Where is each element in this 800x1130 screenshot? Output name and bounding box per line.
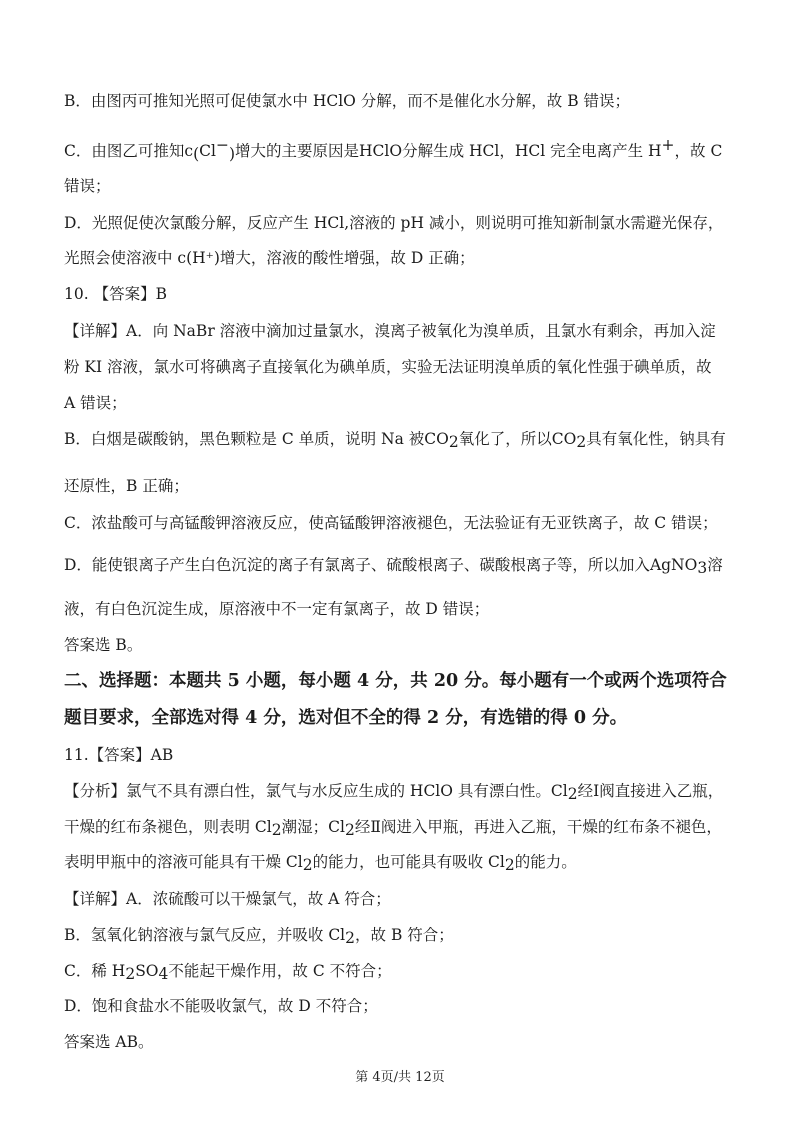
text-line: 还原性，B 正确；: [64, 477, 189, 495]
text-line: B．白烟是碳酸钠，黑色颗粒是 C 单质，说明 Na 被$CO_2$氧化了，所以$CO_2$具有氧化性，钠具有: [64, 430, 726, 451]
text-line: 错误；: [64, 177, 111, 195]
text-line: C．由图乙可推知c(Cl−)增大的主要原因是HClO分解生成 HCl，HCl 完全电离产生 H+，故 C: [64, 136, 723, 163]
text-line: 光照会使溶液中 c(H⁺)增大，溶液的酸性增强，故 D 正确；: [64, 249, 475, 267]
text-line: A 错误；: [64, 394, 127, 412]
text-line: 表明甲瓶中的溶液可能具有干燥 $Cl_2$的能力，也可能具有吸收 $Cl_2$的能力。: [64, 853, 577, 874]
page-footer: 第 4页/共 12页: [355, 1070, 445, 1085]
text-line: 答案选 B。: [64, 636, 143, 654]
text-line: D．能使银离子产生白色沉淀的离子有氯离子、硫酸根离子、碳酸根离子等，所以加入AgNO$_3$溶: [64, 556, 723, 577]
text-line: 【分析】氯气不具有漂白性，氯气与水反应生成的 HClO 具有漂白性。$Cl_2$经Ⅰ阀直接进入乙瓶，: [64, 782, 724, 803]
text-line: C．稀 $H_2SO_4$不能起干燥作用，故 C 不符合；: [64, 962, 392, 983]
text-line: 答案选 AB。: [64, 1033, 154, 1051]
text-line: C．浓盐酸可与高锰酸钾溶液反应，使高锰酸钾溶液褪色，无法验证有无亚铁离子，故 C 错误；: [64, 514, 718, 532]
answer-heading: 11.【答案】AB: [64, 746, 174, 764]
section-heading: 二、选择题：本题共 5 小题，每小题 4 分，共 20 分。每小题有一个或两个选项符合: [64, 671, 727, 691]
text-line: D．光照促使次氯酸分解，反应产生 HCl,溶液的 pH 减小，则说明可推知新制氯水需避光保存，: [64, 214, 724, 232]
answer-heading: 10. 【答案】B: [64, 285, 167, 303]
text-line: B．氢氧化钠溶液与氯气反应，并吸收 $Cl_2$，故 B 符合；: [64, 926, 454, 947]
text-line: 【详解】A．浓硫酸可以干燥氯气，故 A 符合；: [64, 890, 391, 908]
text-line: 干燥的红布条褪色，则表明 $Cl_2$潮湿；$Cl_2$经Ⅱ阀进入甲瓶，再进入乙瓶，干燥的红布条不褪色，: [64, 818, 722, 839]
text-line: 【详解】A．向 NaBr 溶液中滴加过量氯水，溴离子被氧化为溴单质，且氯水有剩余，再加入淀: [64, 322, 716, 340]
text-line: 液，有白色沉淀生成，原溶液中不一定有氯离子，故 D 错误；: [64, 600, 490, 618]
text-line: 粉 KI 溶液，氯水可将碘离子直接氧化为碘单质，实验无法证明溴单质的氧化性强于碘单质，故: [64, 358, 712, 376]
section-heading: 题目要求，全部选对得 4 分，选对但不全的得 2 分，有选错的得 0 分。: [64, 708, 628, 728]
text-line: B．由图丙可推知光照可促使氯水中 HClO 分解，而不是催化水分解，故 B 错误；: [64, 92, 631, 110]
text-line: D．饱和食盐水不能吸收氯气，故 D 不符合；: [64, 997, 378, 1015]
